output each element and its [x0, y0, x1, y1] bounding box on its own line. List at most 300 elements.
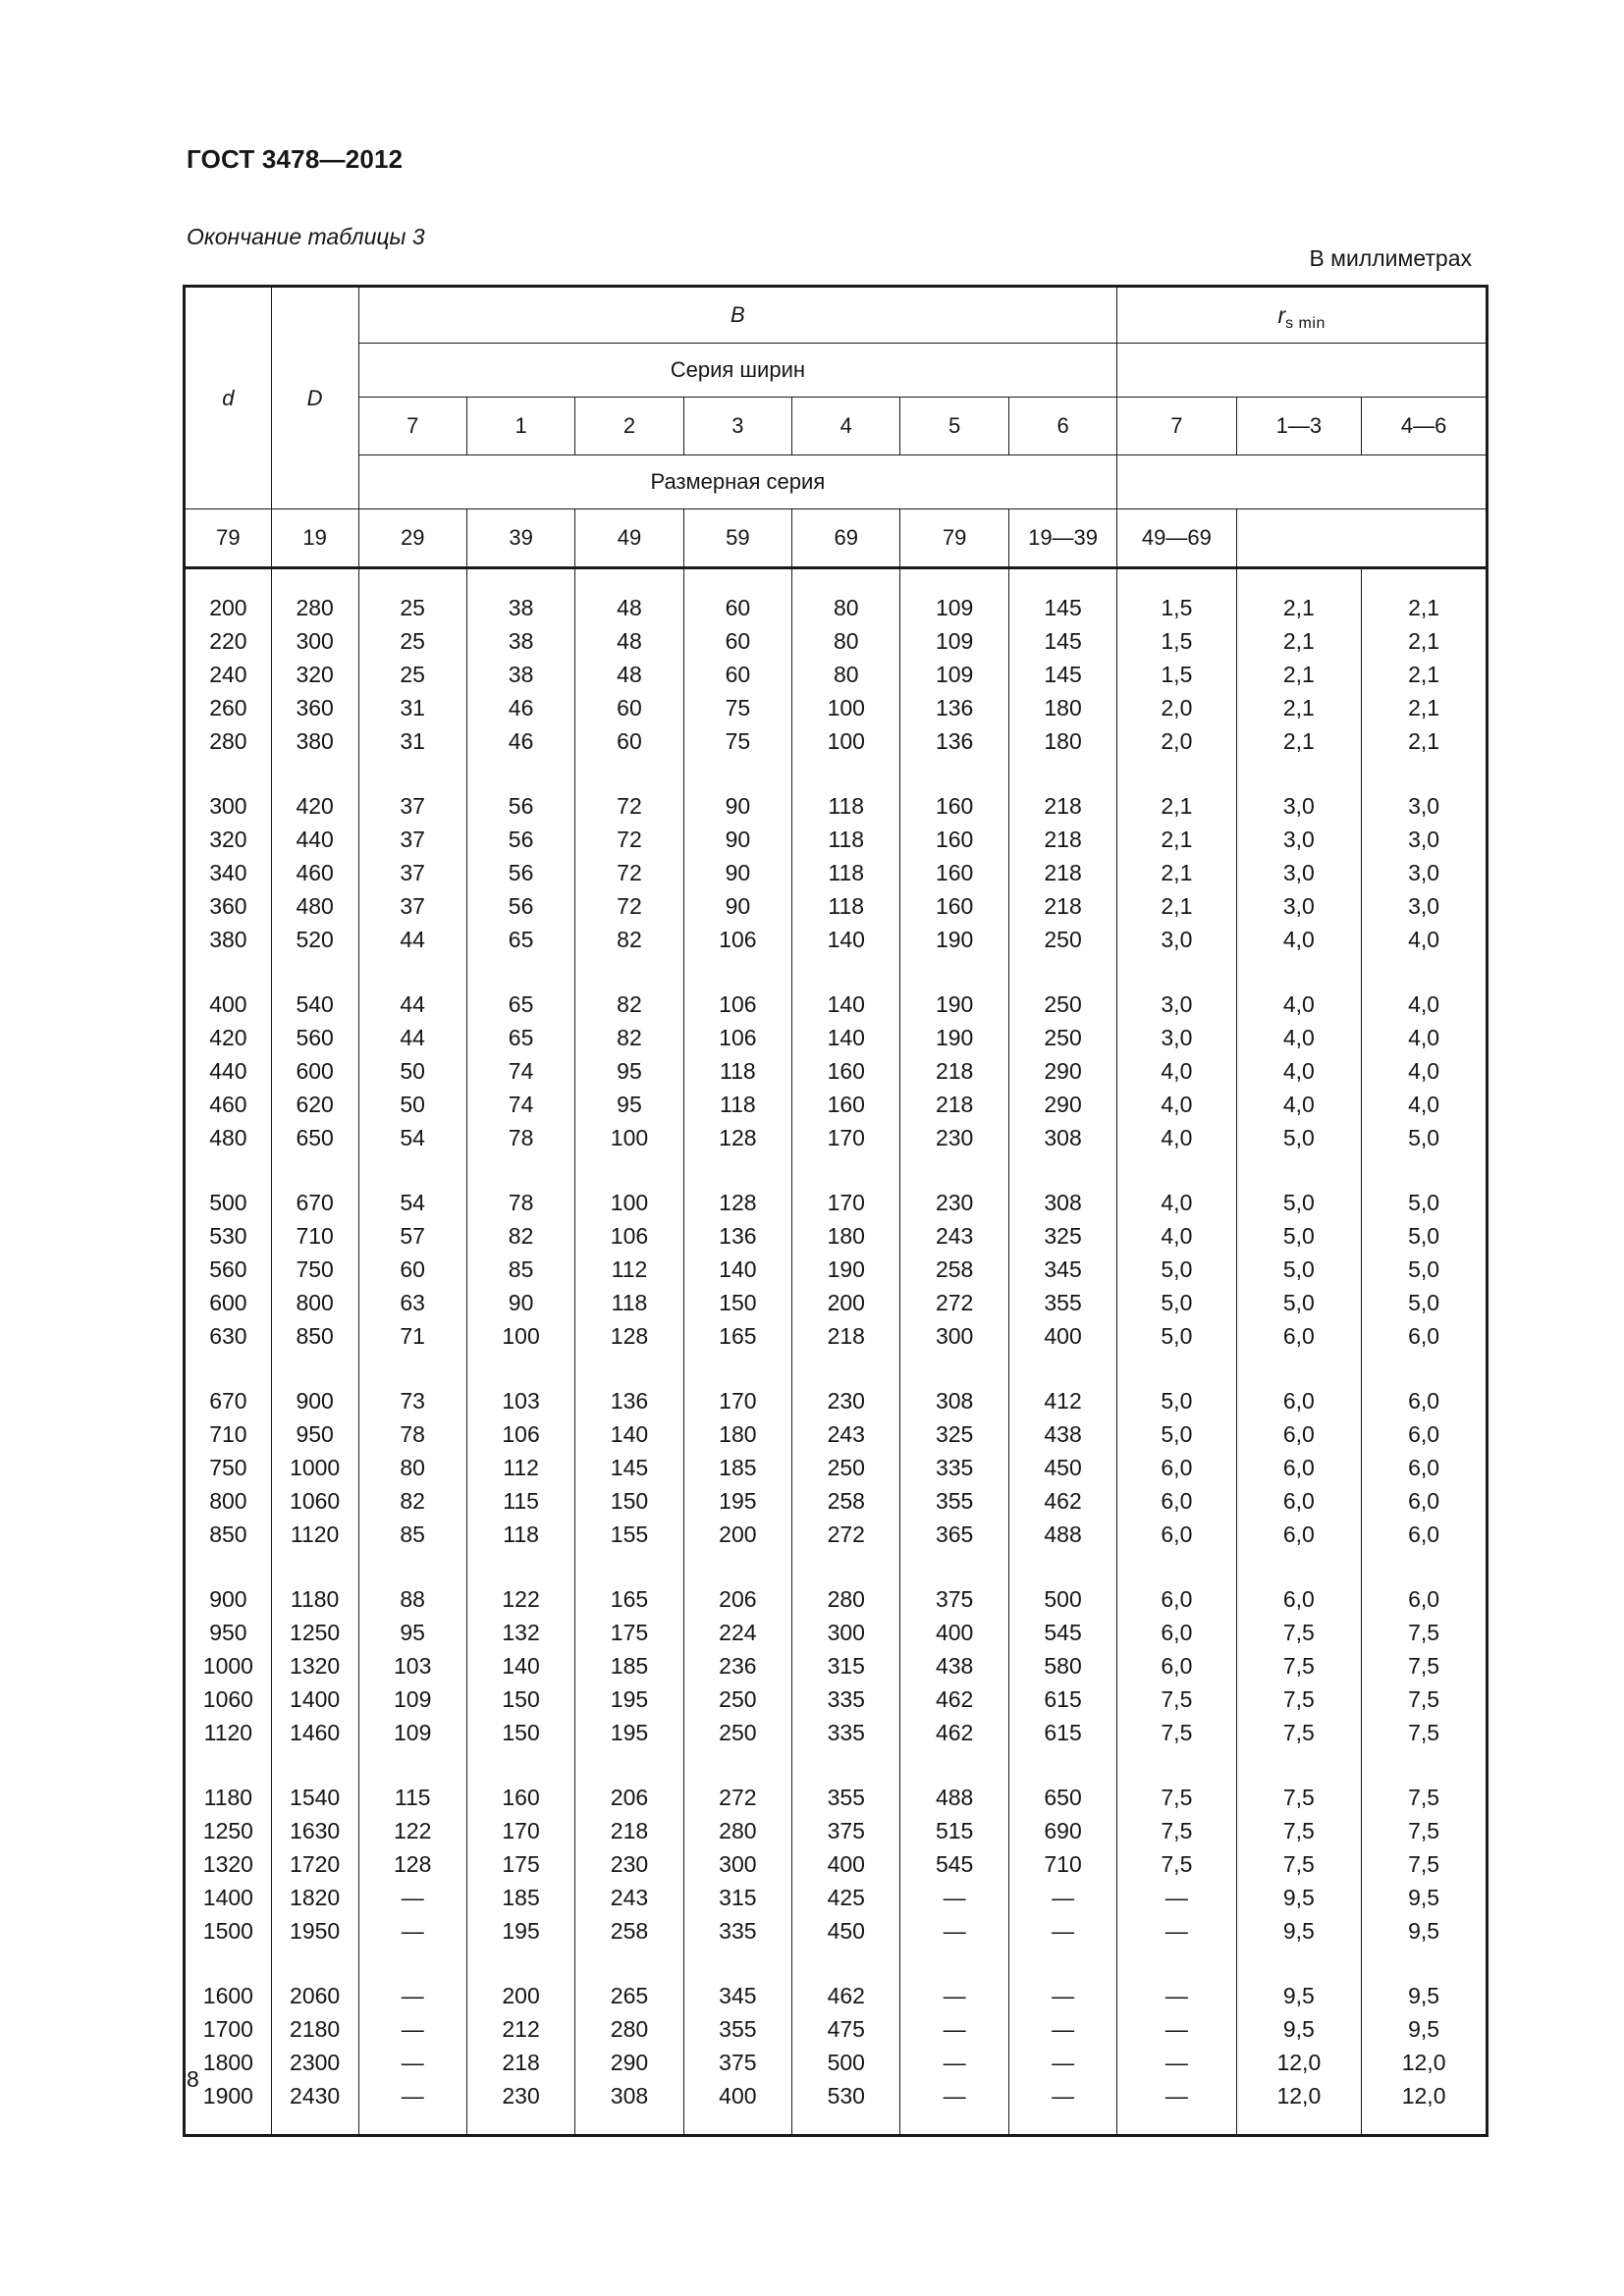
- table-cell: 73: [358, 1384, 466, 1417]
- table-gap-cell: [900, 1154, 1008, 1186]
- table-cell: 243: [575, 1881, 683, 1914]
- table-gap-cell: [185, 1551, 272, 1582]
- table-cell: 25: [358, 591, 466, 624]
- table-cell: 128: [683, 1186, 791, 1219]
- table-gap-cell: [683, 1154, 791, 1186]
- table-cell: 6,0: [1236, 1484, 1362, 1518]
- table-cell: 800: [185, 1484, 272, 1518]
- table-cell: 400: [1008, 1319, 1116, 1353]
- rs-min-symbol: [1277, 301, 1326, 332]
- table-cell: 56: [466, 856, 574, 889]
- table-gap-cell: [1236, 758, 1362, 789]
- table-cell: 365: [900, 1518, 1008, 1551]
- table-cell: 128: [358, 1847, 466, 1881]
- table-cell: 6,0: [1236, 1518, 1362, 1551]
- table-cell: 54: [358, 1121, 466, 1154]
- table-row: [185, 724, 1488, 758]
- table-gap-cell: [1008, 758, 1116, 789]
- table-cell: 6,0: [1117, 1582, 1236, 1616]
- table-gap-cell: [1362, 2112, 1488, 2136]
- table-cell: 250: [683, 1682, 791, 1716]
- table-cell: 160: [900, 823, 1008, 856]
- table-gap-cell: [900, 1353, 1008, 1384]
- table-cell: 462: [900, 1716, 1008, 1749]
- table-gap-cell: [792, 1749, 900, 1781]
- table-cell: 750: [271, 1253, 358, 1286]
- table-cell: 65: [466, 988, 574, 1021]
- table-row: [185, 1716, 1488, 1749]
- table-caption: Окончание таблицы 3: [187, 224, 425, 249]
- series-label-4-6: 4—6: [1362, 398, 1488, 455]
- table-cell: 190: [900, 988, 1008, 1021]
- table-cell: —: [1008, 2079, 1116, 2112]
- table-cell: 375: [683, 2046, 791, 2079]
- table-cell: 90: [683, 889, 791, 923]
- table-gap-cell: [1008, 2112, 1116, 2136]
- dim-series-label-59: 59: [683, 509, 791, 568]
- table-cell: 258: [900, 1253, 1008, 1286]
- table-cell: 400: [683, 2079, 791, 2112]
- table-cell: 128: [575, 1319, 683, 1353]
- table-gap-cell: [575, 1749, 683, 1781]
- table-cell: 2,1: [1236, 724, 1362, 758]
- table-cell: 515: [900, 1814, 1008, 1847]
- table-gap-cell: [1117, 956, 1236, 988]
- table-cell: 190: [792, 1253, 900, 1286]
- table-cell: 7,5: [1236, 1781, 1362, 1814]
- table-cell: 620: [271, 1088, 358, 1121]
- table-cell: 1180: [185, 1781, 272, 1814]
- table-cell: 480: [271, 889, 358, 923]
- table-gap-cell: [792, 1948, 900, 1979]
- table-cell: 106: [683, 1021, 791, 1054]
- table-cell: 118: [466, 1518, 574, 1551]
- table-cell: 100: [466, 1319, 574, 1353]
- dim-series-label-49: 49: [575, 509, 683, 568]
- table-cell: 1540: [271, 1781, 358, 1814]
- table-cell: 290: [1008, 1088, 1116, 1121]
- table-cell: 103: [466, 1384, 574, 1417]
- table-row: [185, 1484, 1488, 1518]
- table-cell: 420: [271, 789, 358, 823]
- table-row: [185, 2079, 1488, 2112]
- table-cell: 44: [358, 988, 466, 1021]
- table-cell: 850: [185, 1518, 272, 1551]
- table-cell: 380: [271, 724, 358, 758]
- table-cell: 335: [792, 1716, 900, 1749]
- table-cell: 2,1: [1362, 691, 1488, 724]
- series-label-4: 4: [792, 398, 900, 455]
- table-cell: 60: [575, 724, 683, 758]
- table-cell: 109: [358, 1682, 466, 1716]
- table-gap-cell: [271, 1551, 358, 1582]
- table-gap-cell: [271, 956, 358, 988]
- table-gap-cell: [792, 956, 900, 988]
- table-cell: 670: [271, 1186, 358, 1219]
- table-gap-cell: [1362, 1353, 1488, 1384]
- table-cell: 5,0: [1117, 1384, 1236, 1417]
- table-cell: 1400: [271, 1682, 358, 1716]
- table-cell: 95: [575, 1088, 683, 1121]
- table-cell: 82: [575, 988, 683, 1021]
- table-cell: 5,0: [1362, 1286, 1488, 1319]
- table-gap-cell: [575, 1154, 683, 1186]
- table-cell: 150: [466, 1716, 574, 1749]
- series-label-6: 6: [1008, 398, 1116, 455]
- table-cell: 6,0: [1362, 1451, 1488, 1484]
- table-cell: 112: [575, 1253, 683, 1286]
- table-row: [185, 1649, 1488, 1682]
- table-gap-cell: [1117, 2112, 1236, 2136]
- table-cell: 450: [792, 1914, 900, 1948]
- table-gap-cell: [1236, 1749, 1362, 1781]
- table-gap-cell: [1236, 1154, 1362, 1186]
- table-cell: 4,0: [1236, 1088, 1362, 1121]
- table-cell: 375: [900, 1582, 1008, 1616]
- table-cell: 240: [185, 658, 272, 691]
- table-cell: 380: [185, 923, 272, 956]
- table-cell: 3,0: [1362, 789, 1488, 823]
- table-cell: 106: [575, 1219, 683, 1253]
- table-cell: 6,0: [1117, 1451, 1236, 1484]
- table-cell: 243: [900, 1219, 1008, 1253]
- table-block-gap: [185, 1749, 1488, 1781]
- table-cell: 250: [1008, 988, 1116, 1021]
- table-cell: 195: [575, 1716, 683, 1749]
- table-row: [185, 889, 1488, 923]
- table-cell: 560: [271, 1021, 358, 1054]
- units-note: В миллиметрах: [1309, 245, 1472, 271]
- table-cell: 56: [466, 789, 574, 823]
- table-cell: 710: [185, 1417, 272, 1451]
- table-cell: 280: [792, 1582, 900, 1616]
- table-gap-cell: [1236, 1551, 1362, 1582]
- table-cell: 136: [575, 1384, 683, 1417]
- table-gap-cell: [575, 758, 683, 789]
- table-cell: 670: [185, 1384, 272, 1417]
- table-block-gap: [185, 1948, 1488, 1979]
- table-row: [185, 1682, 1488, 1716]
- table-cell: 75: [683, 691, 791, 724]
- table-container: [183, 285, 1489, 2137]
- table-cell: 7,5: [1362, 1616, 1488, 1649]
- table-cell: 335: [900, 1451, 1008, 1484]
- table-cell: 7,5: [1362, 1814, 1488, 1847]
- table-gap-cell: [271, 1353, 358, 1384]
- table-gap-cell: [466, 956, 574, 988]
- table-gap-cell: [1236, 956, 1362, 988]
- table-cell: 545: [1008, 1616, 1116, 1649]
- table-cell: 12,0: [1236, 2079, 1362, 2112]
- table-cell: —: [900, 2046, 1008, 2079]
- table-cell: 60: [358, 1253, 466, 1286]
- table-cell: 4,0: [1236, 923, 1362, 956]
- table-cell: —: [358, 2012, 466, 2046]
- table-row: [185, 1417, 1488, 1451]
- table-cell: 118: [683, 1088, 791, 1121]
- table-cell: 7,5: [1236, 1814, 1362, 1847]
- table-block-gap: [185, 1154, 1488, 1186]
- table-row: [185, 2012, 1488, 2046]
- dim-series-label-19: 19: [271, 509, 358, 568]
- series-label-2: 2: [575, 398, 683, 455]
- table-cell: 44: [358, 923, 466, 956]
- table-cell: —: [358, 1914, 466, 1948]
- table-row: [185, 1914, 1488, 1948]
- table-cell: —: [1117, 1914, 1236, 1948]
- table-cell: 4,0: [1362, 988, 1488, 1021]
- table-cell: 185: [466, 1881, 574, 1914]
- table-gap-cell: [185, 1154, 272, 1186]
- table-gap-cell: [683, 1551, 791, 1582]
- table-gap-cell: [271, 758, 358, 789]
- table-cell: 140: [575, 1417, 683, 1451]
- table-cell: 335: [683, 1914, 791, 1948]
- table-gap-cell: [575, 568, 683, 592]
- table-cell: 60: [575, 691, 683, 724]
- table-cell: 200: [683, 1518, 791, 1551]
- table-cell: 218: [1008, 823, 1116, 856]
- table-gap-cell: [466, 568, 574, 592]
- table-gap-cell: [185, 1948, 272, 1979]
- table-row: [185, 624, 1488, 658]
- table-cell: 12,0: [1362, 2046, 1488, 2079]
- table-cell: 9,5: [1236, 2012, 1362, 2046]
- table-cell: 170: [792, 1186, 900, 1219]
- table-cell: 200: [792, 1286, 900, 1319]
- table-cell: 165: [683, 1319, 791, 1353]
- table-cell: 7,5: [1117, 1716, 1236, 1749]
- table-cell: 500: [792, 2046, 900, 2079]
- table-cell: —: [1008, 1979, 1116, 2012]
- table-cell: 38: [466, 658, 574, 691]
- table-cell: 1000: [185, 1649, 272, 1682]
- table-cell: 90: [466, 1286, 574, 1319]
- table-cell: 5,0: [1117, 1319, 1236, 1353]
- table-cell: 4,0: [1236, 988, 1362, 1021]
- table-cell: 160: [792, 1054, 900, 1088]
- table-cell: 218: [900, 1054, 1008, 1088]
- table-gap-cell: [185, 758, 272, 789]
- table-cell: 5,0: [1236, 1286, 1362, 1319]
- table-cell: 78: [466, 1121, 574, 1154]
- table-cell: 175: [575, 1616, 683, 1649]
- table-gap-cell: [358, 1948, 466, 1979]
- table-cell: 85: [358, 1518, 466, 1551]
- table-cell: 78: [358, 1417, 466, 1451]
- table-cell: 180: [1008, 691, 1116, 724]
- table-cell: 900: [185, 1582, 272, 1616]
- header-row-series-numbers: [185, 398, 1488, 455]
- table-row: [185, 1616, 1488, 1649]
- table-cell: 37: [358, 856, 466, 889]
- table-row: [185, 1186, 1488, 1219]
- table-cell: 1250: [271, 1616, 358, 1649]
- table-cell: —: [1117, 2012, 1236, 2046]
- table-cell: 218: [1008, 889, 1116, 923]
- table-row: [185, 658, 1488, 691]
- table-cell: 260: [185, 691, 272, 724]
- table-cell: 3,0: [1236, 789, 1362, 823]
- table-gap-cell: [466, 1551, 574, 1582]
- table-cell: 132: [466, 1616, 574, 1649]
- table-gap-cell: [466, 1154, 574, 1186]
- table-cell: 2,1: [1117, 856, 1236, 889]
- table-gap-cell: [683, 758, 791, 789]
- table-row: [185, 691, 1488, 724]
- table-cell: 230: [575, 1847, 683, 1881]
- table-cell: 185: [575, 1649, 683, 1682]
- table-cell: 140: [683, 1253, 791, 1286]
- table-gap-cell: [185, 956, 272, 988]
- table-cell: 4,0: [1117, 1121, 1236, 1154]
- table-cell: 195: [466, 1914, 574, 1948]
- table-gap-cell: [358, 1551, 466, 1582]
- table-cell: 280: [185, 724, 272, 758]
- table-cell: —: [900, 2012, 1008, 2046]
- table-cell: 25: [358, 658, 466, 691]
- table-gap-cell: [792, 1353, 900, 1384]
- table-cell: 4,0: [1362, 1021, 1488, 1054]
- table-cell: 7,5: [1362, 1682, 1488, 1716]
- table-cell: 460: [271, 856, 358, 889]
- table-body: [185, 568, 1488, 2136]
- table-head: [185, 287, 1488, 568]
- table-gap-cell: [1117, 758, 1236, 789]
- table-gap-cell: [792, 568, 900, 592]
- table-cell: 56: [466, 823, 574, 856]
- table-cell: 250: [1008, 923, 1116, 956]
- table-gap-cell: [1008, 1948, 1116, 1979]
- table-cell: 475: [792, 2012, 900, 2046]
- table-cell: 38: [466, 624, 574, 658]
- table-cell: 9,5: [1362, 1881, 1488, 1914]
- table-cell: 355: [900, 1484, 1008, 1518]
- table-cell: 320: [271, 658, 358, 691]
- table-cell: 230: [900, 1121, 1008, 1154]
- table-gap-cell: [1362, 568, 1488, 592]
- dim-series-label-79a: 79: [185, 509, 272, 568]
- table-cell: 128: [683, 1121, 791, 1154]
- table-cell: 2,1: [1236, 691, 1362, 724]
- table-cell: 44: [358, 1021, 466, 1054]
- table-cell: 236: [683, 1649, 791, 1682]
- table-gap-cell: [1117, 1154, 1236, 1186]
- table-cell: 200: [466, 1979, 574, 2012]
- table-cell: 360: [185, 889, 272, 923]
- table-cell: 4,0: [1117, 1088, 1236, 1121]
- table-row: [185, 1518, 1488, 1551]
- table-cell: 355: [683, 2012, 791, 2046]
- table-gap-cell: [1008, 568, 1116, 592]
- table-cell: —: [1008, 1881, 1116, 1914]
- table-cell: 400: [185, 988, 272, 1021]
- table-gap-cell: [466, 2112, 574, 2136]
- table-cell: 109: [900, 624, 1008, 658]
- table-cell: 3,0: [1236, 823, 1362, 856]
- table-cell: 1950: [271, 1914, 358, 1948]
- table-cell: 90: [683, 823, 791, 856]
- table-cell: —: [1117, 1881, 1236, 1914]
- table-cell: 800: [271, 1286, 358, 1319]
- table-cell: 71: [358, 1319, 466, 1353]
- table-cell: 300: [900, 1319, 1008, 1353]
- table-row: [185, 1979, 1488, 2012]
- table-cell: —: [1117, 2046, 1236, 2079]
- table-cell: 3,0: [1117, 923, 1236, 956]
- table-gap-cell: [358, 1749, 466, 1781]
- table-gap-cell: [792, 2112, 900, 2136]
- table-cell: 230: [792, 1384, 900, 1417]
- table-gap-cell: [1362, 1749, 1488, 1781]
- table-cell: 195: [575, 1682, 683, 1716]
- table-cell: —: [358, 1979, 466, 2012]
- table-gap-cell: [1236, 1353, 1362, 1384]
- table-cell: 1800: [185, 2046, 272, 2079]
- table-cell: 440: [185, 1054, 272, 1088]
- table-cell: 520: [271, 923, 358, 956]
- table-gap-cell: [466, 1353, 574, 1384]
- table-cell: 2180: [271, 2012, 358, 2046]
- table-gap-cell: [358, 2112, 466, 2136]
- table-gap-cell: [185, 2112, 272, 2136]
- dim-series-label-69: 69: [792, 509, 900, 568]
- table-cell: 325: [900, 1417, 1008, 1451]
- table-cell: 710: [271, 1219, 358, 1253]
- table-cell: 600: [271, 1054, 358, 1088]
- group-header-rs-min: [1117, 287, 1488, 344]
- table-cell: 37: [358, 823, 466, 856]
- table-cell: 3,0: [1117, 988, 1236, 1021]
- table-gap-cell: [683, 1948, 791, 1979]
- table-cell: 175: [466, 1847, 574, 1881]
- table-cell: 272: [683, 1781, 791, 1814]
- table-cell: 54: [358, 1186, 466, 1219]
- table-cell: 136: [683, 1219, 791, 1253]
- band-spacer-rs-min-1: [1117, 344, 1488, 398]
- table-cell: —: [1008, 2046, 1116, 2079]
- table-cell: 950: [185, 1616, 272, 1649]
- table-cell: 1060: [185, 1682, 272, 1716]
- dim-series-label-39: 39: [466, 509, 574, 568]
- table-cell: 48: [575, 591, 683, 624]
- table-gap-cell: [792, 758, 900, 789]
- table-cell: 1630: [271, 1814, 358, 1847]
- table-cell: 37: [358, 789, 466, 823]
- table-cell: 74: [466, 1054, 574, 1088]
- table-cell: 37: [358, 889, 466, 923]
- table-cell: 7,5: [1362, 1847, 1488, 1881]
- table-gap-cell: [683, 1353, 791, 1384]
- table-cell: 308: [1008, 1186, 1116, 1219]
- table-cell: 218: [466, 2046, 574, 2079]
- table-gap-cell: [271, 1154, 358, 1186]
- table-gap-cell: [900, 1948, 1008, 1979]
- table-cell: 72: [575, 856, 683, 889]
- table-gap-cell: [1008, 1154, 1116, 1186]
- table-gap-cell: [1362, 1154, 1488, 1186]
- table-cell: 690: [1008, 1814, 1116, 1847]
- table-cell: 82: [575, 923, 683, 956]
- table-cell: 308: [1008, 1121, 1116, 1154]
- table-gap-cell: [185, 568, 272, 592]
- table-cell: 31: [358, 724, 466, 758]
- table-cell: 272: [792, 1518, 900, 1551]
- table-cell: 1,5: [1117, 624, 1236, 658]
- table-gap-cell: [792, 1551, 900, 1582]
- table-cell: —: [358, 1881, 466, 1914]
- table-cell: 218: [900, 1088, 1008, 1121]
